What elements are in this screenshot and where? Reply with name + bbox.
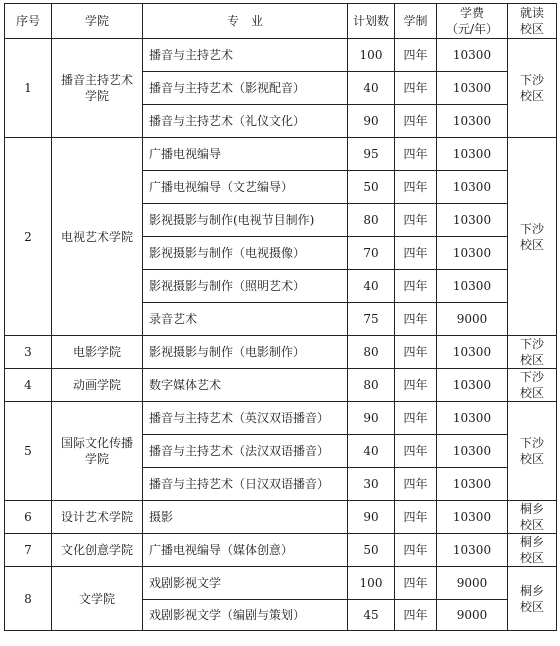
header-college: 学院 — [52, 4, 143, 39]
major-name: 广播电视编导 — [143, 138, 348, 171]
group-number: 6 — [5, 501, 52, 534]
plan-count: 70 — [348, 237, 395, 270]
plan-count: 95 — [348, 138, 395, 171]
college-name: 电影学院 — [52, 336, 143, 369]
tuition-fee: 10300 — [437, 237, 508, 270]
group-number: 4 — [5, 369, 52, 402]
major-name: 播音与主持艺术（礼仪文化） — [143, 105, 348, 138]
campus-name: 下沙 校区 — [508, 369, 557, 402]
study-duration: 四年 — [395, 501, 437, 534]
college-name: 文学院 — [52, 567, 143, 631]
tuition-fee: 9000 — [437, 600, 508, 631]
study-duration: 四年 — [395, 336, 437, 369]
tuition-fee: 10300 — [437, 468, 508, 501]
plan-count: 100 — [348, 39, 395, 72]
tuition-fee: 10300 — [437, 501, 508, 534]
major-name: 播音与主持艺术（日汉双语播音） — [143, 468, 348, 501]
study-duration: 四年 — [395, 237, 437, 270]
header-campus: 就读 校区 — [508, 4, 557, 39]
major-name: 摄影 — [143, 501, 348, 534]
major-name: 广播电视编导（媒体创意） — [143, 534, 348, 567]
tuition-fee: 9000 — [437, 567, 508, 600]
tuition-fee: 10300 — [437, 336, 508, 369]
table-row — [5, 336, 557, 369]
plan-count: 40 — [348, 72, 395, 105]
college-name: 设计艺术学院 — [52, 501, 143, 534]
study-duration: 四年 — [395, 72, 437, 105]
study-duration: 四年 — [395, 270, 437, 303]
table-row — [5, 501, 557, 534]
study-duration: 四年 — [395, 138, 437, 171]
plan-count: 40 — [348, 270, 395, 303]
major-name: 录音艺术 — [143, 303, 348, 336]
group-number: 5 — [5, 402, 52, 501]
table-row — [5, 138, 557, 171]
campus-name: 桐乡 校区 — [508, 501, 557, 534]
tuition-fee: 10300 — [437, 171, 508, 204]
tuition-fee: 10300 — [437, 435, 508, 468]
campus-name: 下沙 校区 — [508, 138, 557, 336]
tuition-fee: 10300 — [437, 138, 508, 171]
table-row — [5, 369, 557, 402]
tuition-fee: 9000 — [437, 303, 508, 336]
header-row — [5, 4, 557, 39]
college-name: 动画学院 — [52, 369, 143, 402]
major-name: 播音与主持艺术（英汉双语播音） — [143, 402, 348, 435]
campus-name: 下沙 校区 — [508, 402, 557, 501]
group-number: 2 — [5, 138, 52, 336]
tuition-fee: 10300 — [437, 402, 508, 435]
table-row — [5, 534, 557, 567]
study-duration: 四年 — [395, 303, 437, 336]
plan-count: 90 — [348, 501, 395, 534]
group-number: 8 — [5, 567, 52, 631]
enrollment-plan-table — [4, 3, 557, 631]
study-duration: 四年 — [395, 468, 437, 501]
plan-count: 45 — [348, 600, 395, 631]
college-name: 电视艺术学院 — [52, 138, 143, 336]
group-number: 3 — [5, 336, 52, 369]
group-number: 1 — [5, 39, 52, 138]
major-name: 影视摄影与制作(电视节目制作) — [143, 204, 348, 237]
study-duration: 四年 — [395, 105, 437, 138]
tuition-fee: 10300 — [437, 204, 508, 237]
tuition-fee: 10300 — [437, 72, 508, 105]
campus-name: 下沙 校区 — [508, 39, 557, 138]
college-name: 国际文化传播学院 — [52, 402, 143, 501]
tuition-fee: 10300 — [437, 369, 508, 402]
header-fee: 学费 （元/年） — [437, 4, 508, 39]
major-name: 戏剧影视文学 — [143, 567, 348, 600]
plan-count: 30 — [348, 468, 395, 501]
plan-count: 80 — [348, 369, 395, 402]
major-name: 影视摄影与制作（电视摄像） — [143, 237, 348, 270]
study-duration: 四年 — [395, 534, 437, 567]
study-duration: 四年 — [395, 171, 437, 204]
header-major: 专 业 — [143, 4, 348, 39]
campus-name: 桐乡 校区 — [508, 567, 557, 631]
study-duration: 四年 — [395, 369, 437, 402]
header-duration: 学制 — [395, 4, 437, 39]
table-body — [5, 39, 557, 631]
study-duration: 四年 — [395, 204, 437, 237]
tuition-fee: 10300 — [437, 39, 508, 72]
plan-count: 75 — [348, 303, 395, 336]
table-row — [5, 39, 557, 72]
plan-count: 100 — [348, 567, 395, 600]
header-no: 序号 — [5, 4, 52, 39]
header-plan: 计划数 — [348, 4, 395, 39]
major-name: 戏剧影视文学（编剧与策划） — [143, 600, 348, 631]
campus-name: 桐乡 校区 — [508, 534, 557, 567]
major-name: 播音与主持艺术（影视配音） — [143, 72, 348, 105]
study-duration: 四年 — [395, 567, 437, 600]
study-duration: 四年 — [395, 600, 437, 631]
plan-count: 50 — [348, 171, 395, 204]
study-duration: 四年 — [395, 435, 437, 468]
plan-count: 80 — [348, 336, 395, 369]
study-duration: 四年 — [395, 402, 437, 435]
major-name: 播音与主持艺术（法汉双语播音） — [143, 435, 348, 468]
plan-count: 90 — [348, 105, 395, 138]
tuition-fee: 10300 — [437, 534, 508, 567]
tuition-fee: 10300 — [437, 270, 508, 303]
table-row — [5, 567, 557, 600]
table-row — [5, 402, 557, 435]
major-name: 广播电视编导（文艺编导） — [143, 171, 348, 204]
plan-count: 40 — [348, 435, 395, 468]
college-name: 文化创意学院 — [52, 534, 143, 567]
tuition-fee: 10300 — [437, 105, 508, 138]
plan-count: 80 — [348, 204, 395, 237]
major-name: 影视摄影与制作（照明艺术） — [143, 270, 348, 303]
college-name: 播音主持艺术学院 — [52, 39, 143, 138]
plan-count: 90 — [348, 402, 395, 435]
group-number: 7 — [5, 534, 52, 567]
plan-count: 50 — [348, 534, 395, 567]
major-name: 影视摄影与制作（电影制作） — [143, 336, 348, 369]
study-duration: 四年 — [395, 39, 437, 72]
campus-name: 下沙 校区 — [508, 336, 557, 369]
major-name: 数字媒体艺术 — [143, 369, 348, 402]
major-name: 播音与主持艺术 — [143, 39, 348, 72]
